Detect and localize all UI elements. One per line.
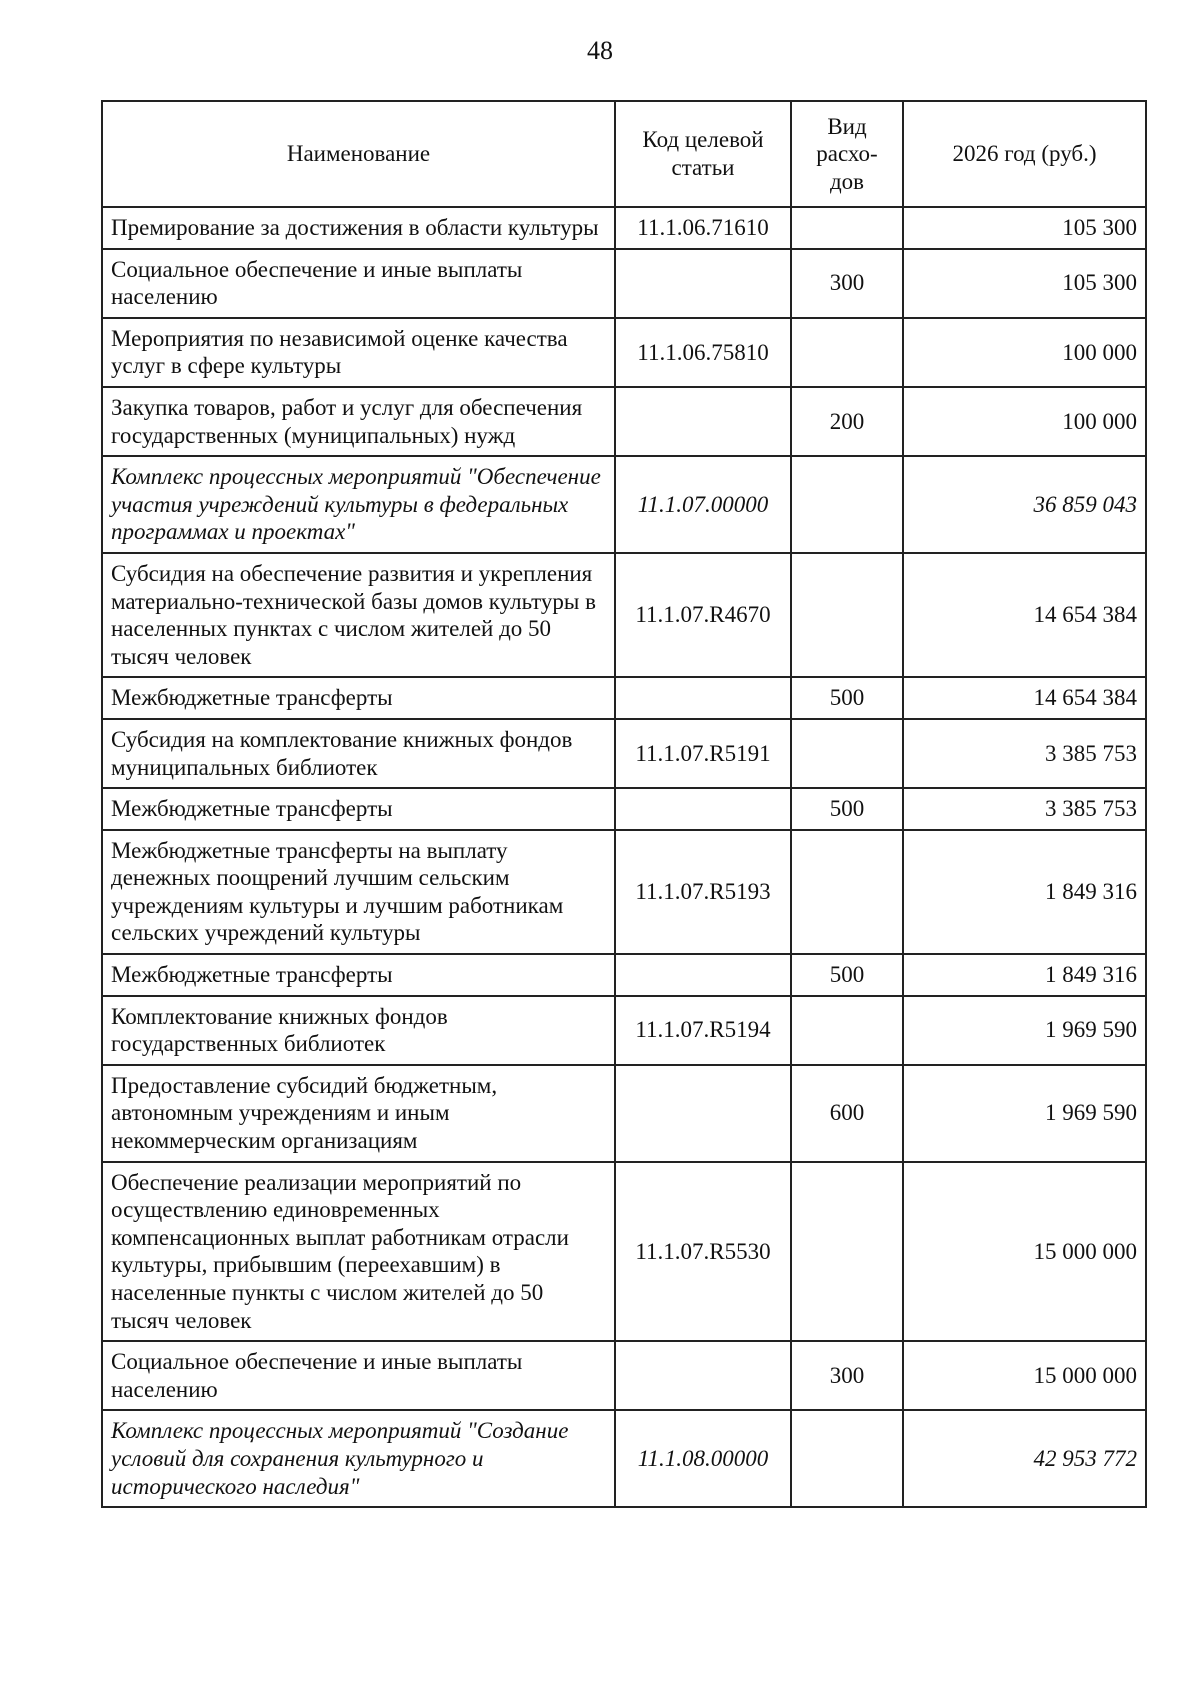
- table-row: [102, 1410, 1146, 1507]
- row-amount-cell: 3 385 753: [903, 788, 1146, 830]
- row-amount-cell: 1 969 590: [903, 1065, 1146, 1162]
- row-kind-cell: [791, 207, 903, 249]
- row-name-cell: Межбюджетные трансферты: [102, 788, 615, 830]
- table-row: [102, 318, 1146, 387]
- row-kind-cell: [791, 1162, 903, 1342]
- row-code-cell: [615, 249, 791, 318]
- row-code-cell: [615, 387, 791, 456]
- row-amount-cell: 105 300: [903, 249, 1146, 318]
- row-code-cell: [615, 1341, 791, 1410]
- row-code-cell: [615, 1065, 791, 1162]
- row-name-cell: Предоставление субсидий бюджетным, автономным учреждениям и иным некоммерческим организациям: [102, 1065, 615, 1162]
- row-amount-cell: 105 300: [903, 207, 1146, 249]
- row-amount-cell: 36 859 043: [903, 456, 1146, 553]
- row-kind-cell: 300: [791, 1341, 903, 1410]
- header-code: Код целевой статьи: [615, 101, 791, 207]
- row-name-cell: Межбюджетные трансферты: [102, 677, 615, 719]
- header-kind: Вид расхо-дов: [791, 101, 903, 207]
- row-name-cell: Социальное обеспечение и иные выплаты населению: [102, 249, 615, 318]
- row-kind-cell: 200: [791, 387, 903, 456]
- table-header-row: [102, 101, 1146, 207]
- row-code-cell: [615, 954, 791, 996]
- row-kind-cell: [791, 996, 903, 1065]
- table-row: [102, 387, 1146, 456]
- row-amount-cell: 42 953 772: [903, 1410, 1146, 1507]
- row-kind-cell: 500: [791, 788, 903, 830]
- table-row: [102, 788, 1146, 830]
- row-code-cell: 11.1.07.R5530: [615, 1162, 791, 1342]
- budget-table: [101, 100, 1147, 1508]
- header-amount: 2026 год (руб.): [903, 101, 1146, 207]
- row-code-cell: [615, 677, 791, 719]
- table-row: [102, 456, 1146, 553]
- row-amount-cell: 1 849 316: [903, 954, 1146, 996]
- row-kind-cell: 300: [791, 249, 903, 318]
- table-row: [102, 1162, 1146, 1342]
- row-name-cell: Социальное обеспечение и иные выплаты населению: [102, 1341, 615, 1410]
- table-row: [102, 677, 1146, 719]
- row-kind-cell: 500: [791, 954, 903, 996]
- row-kind-cell: [791, 318, 903, 387]
- row-name-cell: Обеспечение реализации мероприятий по осуществлению единовременных компенсационных выплат работникам отрасли культуры, прибывшим (переехавшим) в населенные пункты с числом жителей до 50 тысяч человек: [102, 1162, 615, 1342]
- page-number: 48: [587, 36, 613, 65]
- table-row: [102, 954, 1146, 996]
- row-name-cell: Межбюджетные трансферты на выплату денежных поощрений лучшим сельским учреждениям культуры и лучшим работникам сельских учреждений культуры: [102, 830, 615, 954]
- row-amount-cell: 15 000 000: [903, 1162, 1146, 1342]
- row-amount-cell: 100 000: [903, 318, 1146, 387]
- row-kind-cell: [791, 719, 903, 788]
- table-body: [102, 207, 1146, 1507]
- row-kind-cell: [791, 456, 903, 553]
- row-amount-cell: 100 000: [903, 387, 1146, 456]
- row-kind-cell: [791, 830, 903, 954]
- row-kind-cell: [791, 553, 903, 677]
- table-row: [102, 830, 1146, 954]
- row-code-cell: 11.1.06.71610: [615, 207, 791, 249]
- header-name: Наименование: [102, 101, 615, 207]
- row-name-cell: Межбюджетные трансферты: [102, 954, 615, 996]
- row-name-cell: Мероприятия по независимой оценке качества услуг в сфере культуры: [102, 318, 615, 387]
- table-row: [102, 1341, 1146, 1410]
- row-code-cell: 11.1.07.R5193: [615, 830, 791, 954]
- table-row: [102, 207, 1146, 249]
- table-row: [102, 996, 1146, 1065]
- row-code-cell: 11.1.07.R5194: [615, 996, 791, 1065]
- row-kind-cell: 500: [791, 677, 903, 719]
- row-amount-cell: 1 969 590: [903, 996, 1146, 1065]
- row-name-cell: Субсидия на обеспечение развития и укрепления материально-технической базы домов культуры в населенных пунктах с числом жителей до 50 тысяч человек: [102, 553, 615, 677]
- table-row: [102, 249, 1146, 318]
- row-code-cell: 11.1.07.R4670: [615, 553, 791, 677]
- table-row: [102, 553, 1146, 677]
- row-code-cell: 11.1.07.00000: [615, 456, 791, 553]
- row-code-cell: 11.1.06.75810: [615, 318, 791, 387]
- row-code-cell: 11.1.07.R5191: [615, 719, 791, 788]
- table-row: [102, 719, 1146, 788]
- table-row: [102, 1065, 1146, 1162]
- row-code-cell: [615, 788, 791, 830]
- row-amount-cell: 1 849 316: [903, 830, 1146, 954]
- row-kind-cell: [791, 1410, 903, 1507]
- row-amount-cell: 3 385 753: [903, 719, 1146, 788]
- row-name-cell: Закупка товаров, работ и услуг для обеспечения государственных (муниципальных) нужд: [102, 387, 615, 456]
- row-name-cell: Комплекс процессных мероприятий "Создание условий для сохранения культурного и исторического наследия": [102, 1410, 615, 1507]
- row-kind-cell: 600: [791, 1065, 903, 1162]
- row-name-cell: Комплекс процессных мероприятий "Обеспечение участия учреждений культуры в федеральных программах и проектах": [102, 456, 615, 553]
- row-amount-cell: 14 654 384: [903, 677, 1146, 719]
- row-amount-cell: 15 000 000: [903, 1341, 1146, 1410]
- row-name-cell: Субсидия на комплектование книжных фондов муниципальных библиотек: [102, 719, 615, 788]
- row-amount-cell: 14 654 384: [903, 553, 1146, 677]
- row-name-cell: Премирование за достижения в области культуры: [102, 207, 615, 249]
- row-name-cell: Комплектование книжных фондов государственных библиотек: [102, 996, 615, 1065]
- row-code-cell: 11.1.08.00000: [615, 1410, 791, 1507]
